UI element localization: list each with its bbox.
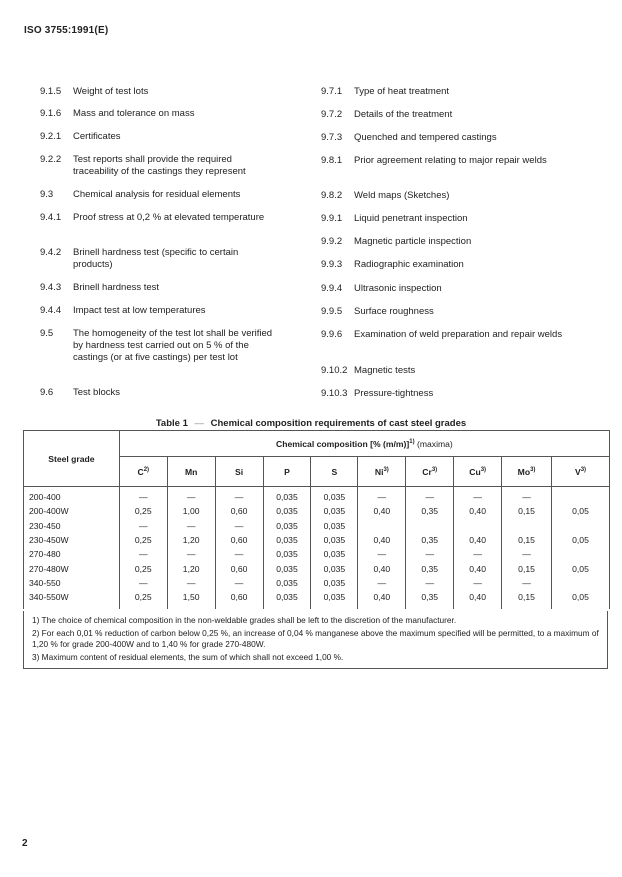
value-cell: 0,35 — [406, 504, 454, 518]
steel-grade-cell: 200-400 — [24, 487, 120, 505]
clause-text: Mass and tolerance on mass — [73, 108, 195, 119]
clause-number: 9.10.3 — [321, 388, 348, 399]
table-row — [24, 487, 610, 505]
clause-text: The homogeneity of the test lot shall be verified by hardness test carried out on 5 % of the castings (or at five castings) per test lot — [73, 328, 273, 363]
value-cell: — — [502, 487, 552, 505]
footnote-ref: 3) — [431, 466, 438, 473]
value-cell — [358, 519, 406, 533]
clause-text: Impact test at low temperatures — [73, 305, 206, 316]
element-symbol: Cu — [469, 466, 481, 477]
value-cell: 0,035 — [311, 533, 358, 547]
clause-text: Weight of test lots — [73, 86, 149, 97]
value-cell: — — [167, 487, 215, 505]
clause-number: 9.9.6 — [321, 329, 343, 340]
value-cell: 0,15 — [502, 533, 552, 547]
chemical-composition-table — [23, 430, 610, 609]
value-cell: — — [406, 576, 454, 590]
value-cell: — — [215, 576, 263, 590]
value-cell: 0,035 — [263, 504, 311, 518]
column-header — [552, 457, 610, 487]
value-cell: — — [502, 576, 552, 590]
footnote-3: 3) Maximum content of residual elements, the sum of which shall not exceed 1,00 %. — [32, 652, 344, 662]
element-symbol: Ni — [374, 466, 384, 477]
value-cell: — — [119, 576, 167, 590]
value-cell: 0,60 — [215, 561, 263, 575]
column-header — [502, 457, 552, 487]
value-cell: 0,05 — [552, 590, 610, 609]
clause-number: 9.7.3 — [321, 132, 343, 143]
value-cell: 0,35 — [406, 561, 454, 575]
clause-number: 9.7.2 — [321, 109, 343, 120]
clause-text: Liquid penetrant inspection — [354, 213, 468, 224]
document-header: ISO 3755:1991(E) — [24, 25, 109, 36]
footnote-2: 2) For each 0,01 % reduction of carbon below 0,25 %, an increase of 0,04 % manganese above the maximum specified will be permitted, to a maximum of 1,20 % for grade 200-400W and to 1,40 % for grade 270-480W. — [32, 628, 599, 649]
clause-text: Examination of weld preparation and repair welds — [354, 329, 563, 340]
value-cell: — — [502, 547, 552, 561]
column-header — [167, 457, 215, 487]
value-cell: — — [167, 547, 215, 561]
value-cell — [454, 519, 502, 533]
title-dash: — — [194, 418, 204, 429]
clause-text: Magnetic tests — [354, 365, 416, 376]
clause-text: Ultrasonic inspection — [354, 283, 442, 294]
value-cell: 0,40 — [454, 533, 502, 547]
value-cell: — — [358, 576, 406, 590]
value-cell — [552, 519, 610, 533]
steel-grade-cell: 340-550 — [24, 576, 120, 590]
steel-grade-cell: 200-400W — [24, 504, 120, 518]
column-header — [215, 457, 263, 487]
value-cell: — — [454, 547, 502, 561]
value-cell: 0,40 — [358, 590, 406, 609]
table-row — [24, 547, 610, 561]
footnote-ref: 2) — [143, 466, 150, 473]
table-footnotes — [23, 611, 608, 669]
clause-number: 9.2.2 — [40, 154, 62, 165]
chem-header-suffix: (maxima) — [414, 438, 453, 449]
element-symbol: Cr — [422, 466, 432, 477]
element-symbol: Mo — [517, 466, 531, 477]
table-title — [0, 418, 622, 429]
clause-number: 9.9.5 — [321, 306, 343, 317]
clause-number: 9.9.4 — [321, 283, 343, 294]
table-row — [24, 576, 610, 590]
value-cell: — — [167, 576, 215, 590]
value-cell: — — [215, 519, 263, 533]
clause-text: Details of the treatment — [354, 109, 453, 120]
clause-number: 9.9.1 — [321, 213, 343, 224]
value-cell: 0,035 — [263, 487, 311, 505]
table-caption: Chemical composition requirements of cast steel grades — [210, 418, 467, 429]
steel-grade-cell: 340-550W — [24, 590, 120, 609]
footnote-ref: 3) — [383, 466, 389, 473]
value-cell: 0,25 — [119, 504, 167, 518]
element-symbol: Si — [235, 466, 244, 477]
value-cell: 1,20 — [167, 533, 215, 547]
value-cell: 0,40 — [454, 590, 502, 609]
clause-text: Prior agreement relating to major repair welds — [354, 155, 547, 166]
value-cell — [552, 487, 610, 505]
value-cell: 0,035 — [263, 590, 311, 609]
table-row — [24, 504, 610, 518]
value-cell: 0,05 — [552, 561, 610, 575]
page-number: 2 — [22, 838, 28, 849]
clause-number: 9.4.2 — [40, 247, 62, 258]
clause-text: Brinell hardness test — [73, 282, 160, 293]
table-row — [24, 561, 610, 575]
value-cell: 0,035 — [311, 576, 358, 590]
value-cell: 0,40 — [454, 504, 502, 518]
footnote-ref: 3) — [480, 466, 487, 473]
value-cell: 0,25 — [119, 590, 167, 609]
value-cell — [406, 519, 454, 533]
value-cell: 0,035 — [263, 519, 311, 533]
value-cell: 0,035 — [263, 576, 311, 590]
value-cell: 0,15 — [502, 504, 552, 518]
value-cell: 0,60 — [215, 504, 263, 518]
column-header — [119, 457, 167, 487]
value-cell: 0,25 — [119, 533, 167, 547]
value-cell: — — [119, 519, 167, 533]
chem-header-text: Chemical composition [% (m/m)] — [276, 438, 410, 449]
value-cell: 0,60 — [215, 533, 263, 547]
clause-number: 9.3 — [40, 189, 54, 200]
value-cell — [502, 519, 552, 533]
element-symbol: Mn — [184, 466, 198, 477]
steel-grade-cell: 270-480W — [24, 561, 120, 575]
value-cell: — — [406, 547, 454, 561]
element-symbol: P — [284, 466, 290, 477]
value-cell: 0,05 — [552, 533, 610, 547]
clause-number: 9.4.1 — [40, 212, 62, 223]
value-cell: 0,35 — [406, 590, 454, 609]
clause-text: Magnetic particle inspection — [354, 236, 472, 247]
footnote-ref: 3) — [580, 466, 587, 473]
value-cell — [552, 576, 610, 590]
value-cell: 1,50 — [167, 590, 215, 609]
value-cell: 0,035 — [263, 561, 311, 575]
value-cell: — — [454, 487, 502, 505]
value-cell: 0,035 — [311, 504, 358, 518]
clause-number: 9.9.2 — [321, 236, 343, 247]
clause-number: 9.9.3 — [321, 259, 343, 270]
value-cell: — — [119, 547, 167, 561]
footnote-1: 1) The choice of chemical composition in the non-weldable grades shall be left to the discretion of the manufacturer. — [32, 615, 457, 625]
column-header — [406, 457, 454, 487]
clause-number: 9.8.2 — [321, 190, 343, 201]
steel-grade-header: Steel grade — [24, 431, 120, 487]
steel-grade-cell: 230-450W — [24, 533, 120, 547]
clause-number: 9.4.3 — [40, 282, 62, 293]
clause-text: Surface roughness — [354, 306, 434, 317]
table-row — [24, 533, 610, 547]
value-cell: 0,40 — [358, 533, 406, 547]
value-cell: — — [406, 487, 454, 505]
value-cell: 0,035 — [263, 533, 311, 547]
element-symbol: S — [331, 466, 338, 477]
value-cell: 0,60 — [215, 590, 263, 609]
steel-grade-cell: 230-450 — [24, 519, 120, 533]
value-cell: 0,035 — [311, 519, 358, 533]
value-cell: — — [167, 519, 215, 533]
value-cell: 0,15 — [502, 590, 552, 609]
value-cell — [552, 547, 610, 561]
clause-text: Chemical analysis for residual elements — [73, 189, 241, 200]
value-cell: 0,035 — [311, 590, 358, 609]
footnote-ref: 3) — [530, 466, 536, 473]
chemical-composition-header — [119, 431, 609, 457]
clause-number: 9.10.2 — [321, 365, 348, 376]
value-cell: 0,035 — [311, 487, 358, 505]
clause-text: Test reports shall provide the required traceability of the castings they represent — [73, 154, 246, 177]
value-cell: 0,40 — [358, 504, 406, 518]
column-header — [358, 457, 406, 487]
clause-text: Type of heat treatment — [354, 86, 450, 97]
clause-number: 9.2.1 — [40, 131, 62, 142]
chem-header-note: 1) — [409, 438, 415, 445]
clause-text: Brinell hardness test (specific to certain products) — [73, 247, 239, 270]
value-cell: — — [215, 547, 263, 561]
clause-text: Proof stress at 0,2 % at elevated temperature — [73, 212, 265, 223]
clause-number: 9.8.1 — [321, 155, 343, 166]
value-cell: — — [358, 487, 406, 505]
table-label: Table 1 — [155, 418, 188, 429]
clause-number: 9.7.1 — [321, 86, 343, 97]
clause-text: Quenched and tempered castings — [354, 132, 497, 143]
column-header — [311, 457, 358, 487]
clause-number: 9.1.6 — [40, 108, 62, 119]
clause-text: Certificates — [73, 131, 121, 142]
clause-text: Test blocks — [73, 387, 120, 398]
value-cell: 0,40 — [454, 561, 502, 575]
steel-grade-cell: 270-480 — [24, 547, 120, 561]
value-cell: — — [358, 547, 406, 561]
element-symbol: V — [574, 466, 581, 477]
value-cell: 0,035 — [263, 547, 311, 561]
clause-text: Weld maps (Sketches) — [354, 190, 450, 201]
value-cell: 0,035 — [311, 561, 358, 575]
clause-number: 9.4.4 — [40, 305, 62, 316]
value-cell: 1,20 — [167, 561, 215, 575]
clause-number: 9.6 — [40, 387, 54, 398]
column-header — [454, 457, 502, 487]
clause-number: 9.5 — [40, 328, 54, 339]
value-cell: — — [215, 487, 263, 505]
element-symbol: C — [137, 466, 144, 477]
value-cell: — — [454, 576, 502, 590]
value-cell: 0,35 — [406, 533, 454, 547]
value-cell: 1,00 — [167, 504, 215, 518]
value-cell: 0,25 — [119, 561, 167, 575]
clause-text: Pressure-tightness — [354, 388, 434, 399]
value-cell: 0,40 — [358, 561, 406, 575]
table-row — [24, 590, 610, 609]
value-cell: 0,05 — [552, 504, 610, 518]
value-cell: 0,15 — [502, 561, 552, 575]
clause-number: 9.1.5 — [40, 86, 62, 97]
column-header — [263, 457, 311, 487]
value-cell: 0,035 — [311, 547, 358, 561]
clause-text: Radiographic examination — [354, 259, 464, 270]
value-cell: — — [119, 487, 167, 505]
table-row — [24, 519, 610, 533]
